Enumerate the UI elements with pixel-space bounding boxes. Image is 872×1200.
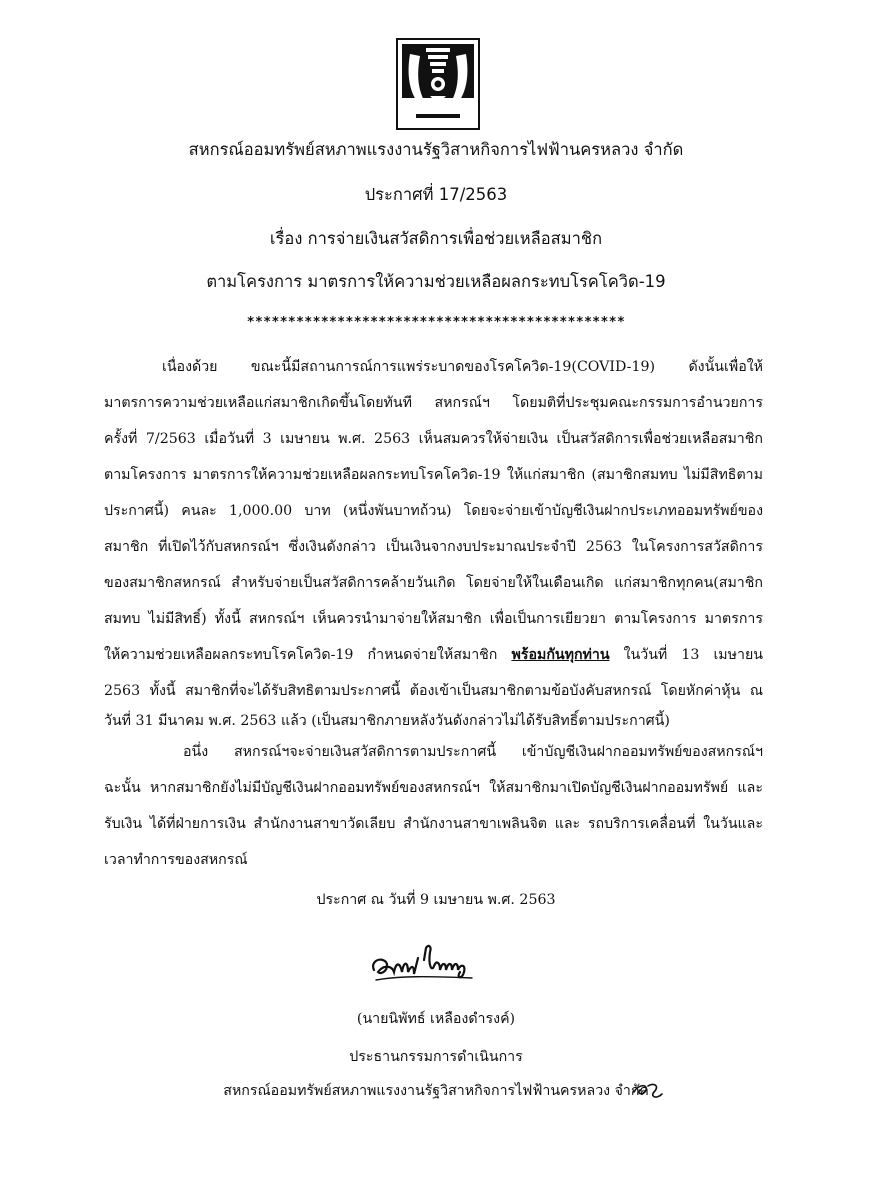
paragraph-line: เนื่องด้วย ขณะนี้มีสถานการณ์การแพร่ระบาดของโรคโควิด-19(COVID-19) ดังนั้นเพื่อให้ bbox=[162, 359, 763, 375]
handwritten-mark-icon bbox=[630, 1078, 666, 1104]
paragraph-line: ฉะนั้น หากสมาชิกยังไม่มีบัญชีเงินฝากออมทรัพย์ของสหกรณ์ฯ ให้สมาชิกมาเปิดบัญชีเงินฝากออมทรัพย์ และ bbox=[104, 780, 763, 796]
signer-name: (นายนิพัทธ์ เหลืองดำรงค์) bbox=[356, 1011, 516, 1027]
handwritten-signature-icon bbox=[368, 940, 484, 988]
paragraph-line: วันที่ 31 มีนาคม พ.ศ. 2563 แล้ว (เป็นสมาชิกภายหลังวันดังกล่าวไม่ได้รับสิทธิ์ตามประกาศนี้) bbox=[104, 713, 670, 729]
signer-title: ประธานกรรมการดำเนินการ bbox=[349, 1049, 523, 1065]
announcement-date: ประกาศ ณ วันที่ 9 เมษายน พ.ศ. 2563 bbox=[316, 892, 556, 908]
paragraph-line: สมาชิก ที่เปิดไว้กับสหกรณ์ฯ ซึ่งเงินดังกล่าว เป็นเงินจากงบประมาณประจำปี 2563 ในโครงการสวัสดิการ bbox=[104, 539, 763, 555]
line-text: ให้ความช่วยเหลือผลกระทบโรคโควิด-19 กำหนดจ่ายให้สมาชิก bbox=[104, 647, 512, 663]
organization-name: สหกรณ์ออมทรัพย์สหภาพแรงงานรัฐวิสาหกิจการไฟฟ้านครหลวง จำกัด bbox=[188, 140, 684, 159]
paragraph-line: ของสมาชิกสหกรณ์ สำหรับจ่ายเป็นสวัสดิการคล้ายวันเกิด โดยจ่ายให้ในเดือนเกิด แก่สมาชิกทุกคน(สมาชิก bbox=[104, 575, 763, 591]
paragraph-line: รับเงิน ได้ที่ฝ่ายการเงิน สำนักงานสาขาวัดเลียบ สำนักงานสาขาเพลินจิต และ รถบริการเคลื่อนที่ ในวันและ bbox=[104, 816, 763, 832]
paragraph-line: 2563 ทั้งนี้ สมาชิกที่จะได้รับสิทธิตามประกาศนี้ ต้องเข้าเป็นสมาชิกตามข้อบังคับสหกรณ์ โดยหักค่าหุ้น ณ bbox=[104, 683, 763, 699]
announcement-project: ตามโครงการ มาตรการให้ความช่วยเหลือผลกระทบโรคโควิด-19 bbox=[206, 272, 666, 291]
announcement-number: ประกาศที่ 17/2563 bbox=[364, 185, 508, 204]
paragraph-line: ประกาศนี้) คนละ 1,000.00 บาท (หนึ่งพันบาทถ้วน) โดยจะจ่ายเข้าบัญชีเงินฝากประเภทออมทรัพย์ของ bbox=[104, 503, 763, 519]
line-text: ในวันที่ 13 เมษายน bbox=[609, 647, 763, 663]
paragraph-line: มาตรการความช่วยเหลือแก่สมาชิกเกิดขึ้นโดยทันที สหกรณ์ฯ โดยมติที่ประชุมคณะกรรมการอำนวยการ bbox=[104, 395, 763, 411]
separator-line: ********************************************** bbox=[246, 315, 626, 330]
paragraph-line-emphasis bbox=[104, 643, 763, 667]
paragraph-line: ครั้งที่ 7/2563 เมื่อวันที่ 3 เมษายน พ.ศ. 2563 เห็นสมควรให้จ่ายเงิน เป็นสวัสดิการเพื่อช่วยเหลือสมาชิก bbox=[104, 431, 763, 447]
signer-organization: สหกรณ์ออมทรัพย์สหภาพแรงงานรัฐวิสาหกิจการไฟฟ้านครหลวง จำกัด bbox=[223, 1083, 649, 1099]
paragraph-line: ตามโครงการ มาตรการให้ความช่วยเหลือผลกระทบโรคโควิด-19 ให้แก่สมาชิก (สมาชิกสมทบ ไม่มีสิทธิตาม bbox=[104, 467, 763, 483]
paragraph-line: สมทบ ไม่มีสิทธิ์) ทั้งนี้ สหกรณ์ฯ เห็นควรนำมาจ่ายให้สมาชิก เพื่อเป็นการเยียวยา ตามโครงการ มาตรการ bbox=[104, 611, 763, 627]
emphasized-text: พร้อมกันทุกท่าน bbox=[511, 647, 610, 663]
paragraph-line: อนึ่ง สหกรณ์ฯจะจ่ายเงินสวัสดิการตามประกาศนี้ เข้าบัญชีเงินฝากออมทรัพย์ของสหกรณ์ฯ bbox=[183, 744, 763, 760]
announcement-subject: เรื่อง การจ่ายเงินสวัสดิการเพื่อช่วยเหลือสมาชิก bbox=[269, 229, 603, 248]
paragraph-line: เวลาทำการของสหกรณ์ bbox=[104, 852, 248, 868]
cooperative-emblem-icon bbox=[396, 38, 480, 130]
